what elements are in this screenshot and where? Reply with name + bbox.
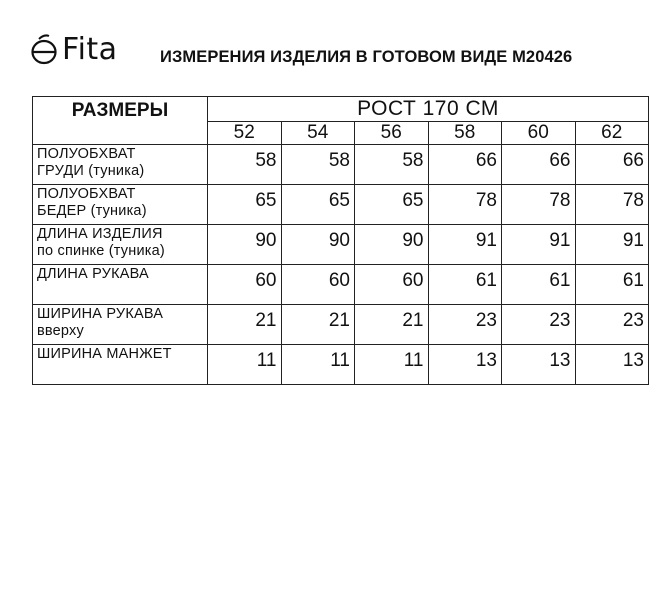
fita-theta-logo-icon [30,33,58,67]
measurement-value: 60 [208,265,282,305]
measurement-label [33,185,208,225]
measurement-value: 23 [575,305,649,345]
table-row [33,345,649,385]
measurement-value: 65 [208,185,282,225]
measurement-value: 11 [281,345,355,385]
measurement-value: 90 [281,225,355,265]
measurement-value: 78 [575,185,649,225]
measurement-label-line1: ДЛИНА РУКАВА [37,266,149,282]
measurement-value: 91 [575,225,649,265]
brand-name: Fita [62,32,118,67]
table-row [33,225,649,265]
measurement-value: 23 [428,305,502,345]
measurement-value: 90 [208,225,282,265]
measurement-label [33,305,208,345]
brand-logo [30,30,118,70]
size-header: 56 [355,122,429,145]
measurement-value: 65 [355,185,429,225]
table-row [33,145,649,185]
measurement-label-line2: ГРУДИ (туника) [37,163,145,179]
measurement-value: 91 [502,225,576,265]
measurement-value: 61 [502,265,576,305]
measurement-value: 58 [355,145,429,185]
measurement-value: 13 [502,345,576,385]
measurement-value: 21 [355,305,429,345]
measurement-label [33,225,208,265]
measurement-label [33,265,208,305]
measurement-label-line1: ШИРИНА РУКАВА [37,306,164,322]
measurement-value: 78 [502,185,576,225]
measurement-value: 66 [575,145,649,185]
measurement-value: 66 [502,145,576,185]
measurement-label-line1: ПОЛУОБХВАТ [37,146,136,162]
measurement-value: 11 [208,345,282,385]
measurement-value: 23 [502,305,576,345]
measurement-label-line2: вверху [37,323,84,339]
measurement-value: 21 [281,305,355,345]
measurement-value: 66 [428,145,502,185]
measurement-label-line2: БЕДЕР (туника) [37,203,147,219]
measurement-label [33,345,208,385]
table-header-row [33,97,649,122]
measurement-value: 58 [208,145,282,185]
sizes-corner-header: РАЗМЕРЫ [33,97,208,145]
measurement-value: 78 [428,185,502,225]
measurement-value: 13 [575,345,649,385]
height-group-header: РОСТ 170 СМ [208,97,649,122]
size-header: 60 [502,122,576,145]
measurement-value: 13 [428,345,502,385]
measurement-label-line2: по спинке (туника) [37,243,165,259]
measurement-value: 61 [428,265,502,305]
page-title: ИЗМЕРЕНИЯ ИЗДЕЛИЯ В ГОТОВОМ ВИДЕ М20426 [160,48,573,66]
measurement-value: 60 [355,265,429,305]
measurement-value: 21 [208,305,282,345]
size-header: 58 [428,122,502,145]
measurement-value: 58 [281,145,355,185]
measurement-label [33,145,208,185]
measurement-label-line1: ДЛИНА ИЗДЕЛИЯ [37,226,163,242]
measurement-value: 90 [355,225,429,265]
measurement-value: 61 [575,265,649,305]
measurement-value: 65 [281,185,355,225]
size-chart-table [32,96,649,385]
size-header: 52 [208,122,282,145]
size-header: 62 [575,122,649,145]
measurement-label-line1: ПОЛУОБХВАТ [37,186,136,202]
measurement-value: 60 [281,265,355,305]
table-row [33,185,649,225]
measurement-label-line1: ШИРИНА МАНЖЕТ [37,346,172,362]
table-row [33,265,649,305]
measurement-value: 11 [355,345,429,385]
measurement-value: 91 [428,225,502,265]
size-header: 54 [281,122,355,145]
table-row [33,305,649,345]
